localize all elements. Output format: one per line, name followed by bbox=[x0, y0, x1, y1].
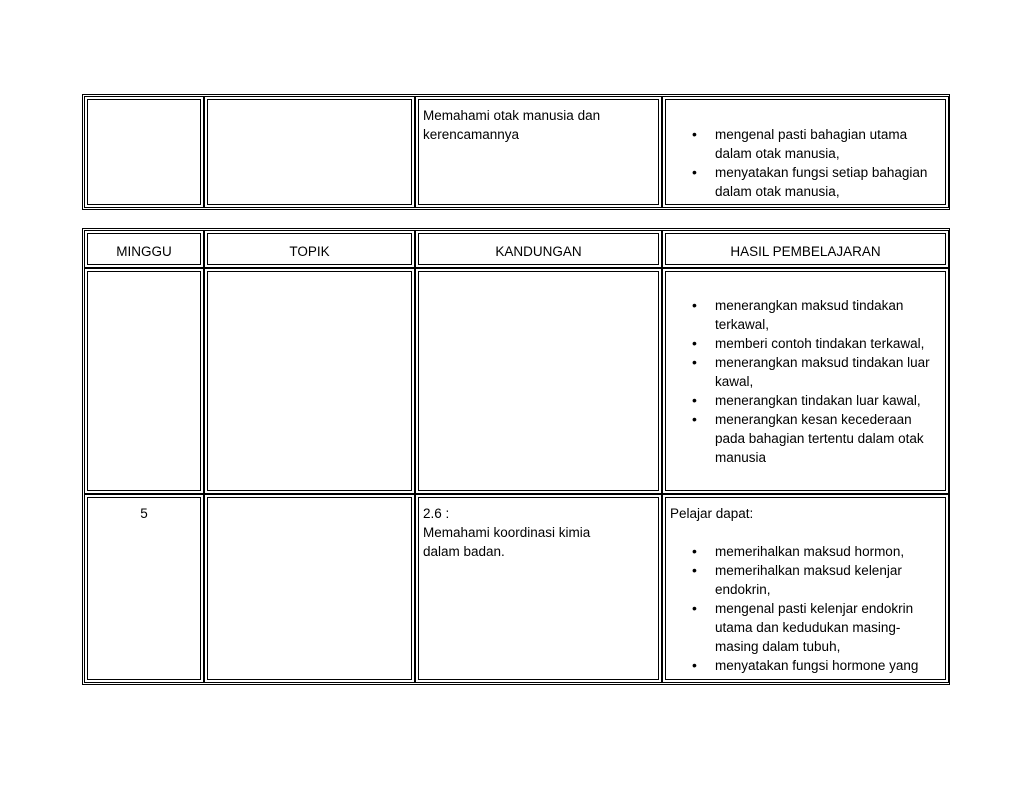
outcomes-lead: Pelajar dapat: bbox=[670, 506, 754, 521]
bullet-icon: • bbox=[692, 164, 697, 180]
bullet-icon: • bbox=[692, 562, 697, 578]
content-line: Memahami koordinasi kimia bbox=[423, 525, 591, 540]
bullet-icon: • bbox=[692, 600, 697, 616]
bullet-icon: • bbox=[692, 392, 697, 408]
list-item: • menerangkan tindakan luar kawal, bbox=[692, 392, 921, 408]
table-row bbox=[84, 494, 948, 683]
list-item: • menerangkan maksud tindakan terkawal, bbox=[692, 297, 904, 332]
outcomes-cell bbox=[662, 268, 949, 494]
outcomes-list bbox=[670, 296, 941, 467]
topic-cell bbox=[204, 268, 415, 494]
syllabus-table bbox=[82, 228, 950, 685]
table-row bbox=[84, 268, 948, 494]
bullet-icon: • bbox=[692, 126, 697, 142]
content-code: 2.6 : bbox=[423, 506, 450, 521]
week-cell bbox=[84, 268, 204, 494]
content-cell bbox=[415, 96, 662, 208]
week-cell: 5 bbox=[84, 494, 204, 683]
table-row bbox=[84, 96, 948, 208]
topic-cell bbox=[204, 96, 415, 208]
content-line: kerencamannya bbox=[423, 127, 520, 142]
outcomes-cell bbox=[662, 494, 949, 683]
topic-cell bbox=[204, 494, 415, 683]
list-item: • mengenal pasti kelenjar endokrin utama dan kedudukan masing-masing dalam tubuh, bbox=[692, 600, 914, 654]
bullet-icon: • bbox=[692, 657, 697, 673]
table-header-row bbox=[84, 230, 948, 268]
list-item: • menerangkan kesan kecederaan pada bahagian tertentu dalam otak manusia bbox=[692, 411, 924, 465]
header-minggu: MINGGU bbox=[84, 230, 204, 268]
bullet-icon: • bbox=[692, 543, 697, 559]
bullet-icon: • bbox=[692, 354, 697, 370]
outcomes-list bbox=[670, 125, 941, 201]
content-line: dalam badan. bbox=[423, 544, 505, 559]
continuation-table bbox=[82, 94, 950, 210]
outcomes-list bbox=[670, 542, 941, 675]
week-cell bbox=[84, 96, 204, 208]
content-cell bbox=[415, 494, 662, 683]
content-cell bbox=[415, 268, 662, 494]
bullet-icon: • bbox=[692, 411, 697, 427]
header-kandungan: KANDUNGAN bbox=[415, 230, 662, 268]
header-hasil: HASIL PEMBELAJARAN bbox=[662, 230, 949, 268]
bullet-icon: • bbox=[692, 297, 697, 313]
header-topik: TOPIK bbox=[204, 230, 415, 268]
list-item: • memerihalkan maksud kelenjar endokrin, bbox=[692, 562, 902, 597]
list-item: • menerangkan maksud tindakan luar kawal, bbox=[692, 354, 930, 389]
list-item: • menyatakan fungsi hormone yang bbox=[692, 657, 919, 673]
bullet-icon: • bbox=[692, 335, 697, 351]
list-item: • mengenal pasti bahagian utama dalam otak manusia, bbox=[692, 126, 908, 161]
list-item: • menyatakan fungsi setiap bahagian dalam otak manusia, bbox=[692, 164, 928, 199]
list-item: • memberi contoh tindakan terkawal, bbox=[692, 335, 925, 351]
list-item: • memerihalkan maksud hormon, bbox=[692, 543, 905, 559]
outcomes-cell bbox=[662, 96, 949, 208]
content-line: Memahami otak manusia dan bbox=[423, 108, 601, 123]
